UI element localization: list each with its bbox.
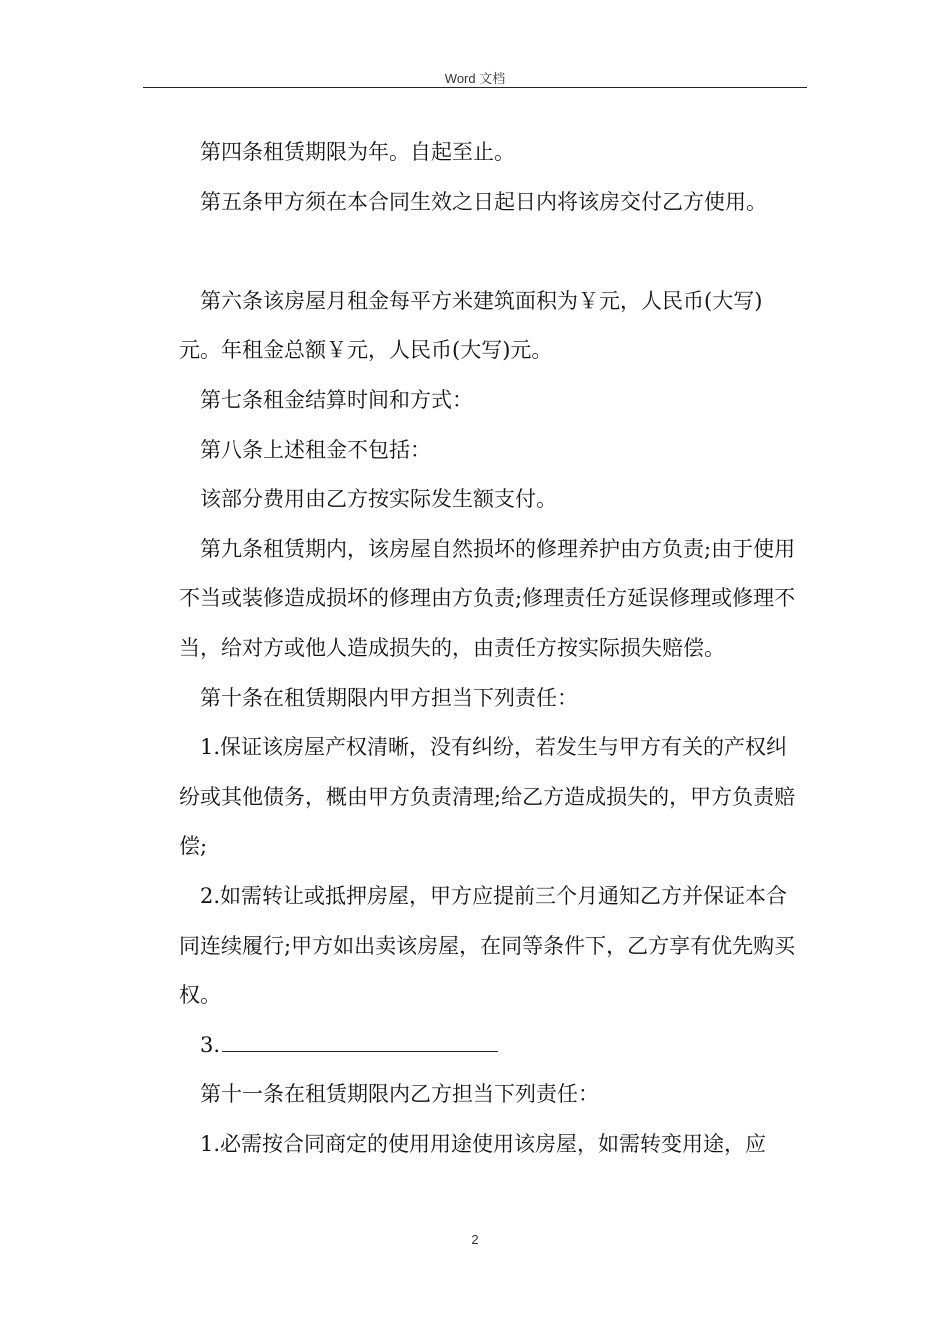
header-divider <box>143 87 807 88</box>
paragraph-article-9: 第九条租赁期内，该房屋自然损坏的修理养护由方负责;由于使用不当或装修造成损坏的修理由方负责;修理责任方延误修理或修理不当，给对方或他人造成损失的，由责任方按实际损失赔偿。 <box>179 536 796 660</box>
paragraph-article-7: 第七条租金结算时间和方式： <box>200 387 473 412</box>
paragraph-article-10: 第十条在租赁期限内甲方担当下列责任： <box>200 685 578 710</box>
page-number: 2 <box>471 1232 479 1247</box>
paragraph-article-4: 第四条租赁期限为年。自起至止。 <box>200 140 515 164</box>
paragraph-article-11: 第十一条在租赁期限内乙方担当下列责任： <box>200 1082 599 1107</box>
paragraph-article-10-item-2: 2.如需转让或抵押房屋，甲方应提前三个月通知乙方并保证本合同连续履行;甲方如出卖该房屋，在同等条件下，乙方享有优先购买权。 <box>179 883 796 1008</box>
paragraph-article-6: 第六条该房屋月租金每平方米建筑面积为￥元，人民币(大写)元。年租金总额￥元，人民币(大写)元。 <box>179 288 763 363</box>
paragraph-article-10-item-1: 1.保证该房屋产权清晰，没有纠纷，若发生与甲方有关的产权纠纷或其他债务，概由甲方负责清理;给乙方造成损失的，甲方负责赔偿; <box>179 735 796 859</box>
fill-in-blank-line <box>222 1033 498 1052</box>
paragraph-fee-note: 该部分费用由乙方按实际发生额支付。 <box>200 487 557 512</box>
blank-gap <box>179 227 803 277</box>
paragraph-article-5: 第五条甲方须在本合同生效之日起日内将该房交付乙方使用。 <box>200 189 767 214</box>
paragraph-article-10-item-3 <box>179 1021 803 1071</box>
paragraph-article-8: 第八条上述租金不包括： <box>200 437 431 462</box>
document-body <box>179 128 803 1169</box>
paragraph-article-11-item-1: 1.必需按合同商定的使用用途使用该房屋，如需转变用途，应 <box>200 1131 767 1156</box>
page-header: Word 文档 <box>444 71 506 86</box>
item-3-label: 3. <box>200 1032 221 1057</box>
